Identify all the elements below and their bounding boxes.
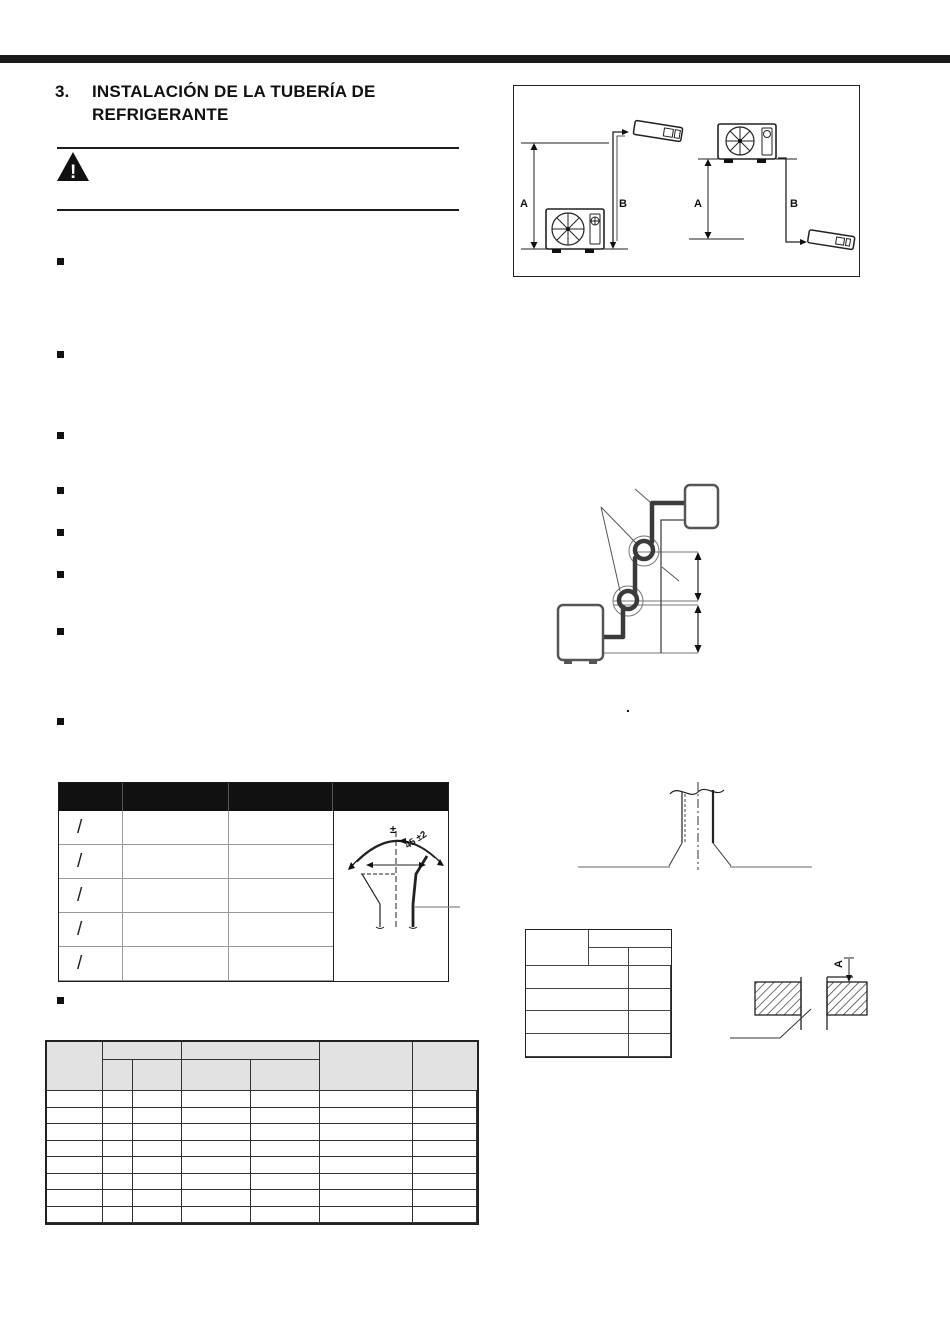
spec-table (45, 1040, 479, 1225)
spec-table-cell (320, 1141, 413, 1158)
spec-table-cell (320, 1207, 413, 1224)
spec-table-cell (47, 1124, 103, 1141)
spec-table-cell (133, 1174, 182, 1191)
flare-row-mark: / (59, 947, 123, 981)
detail-table-cell (629, 966, 671, 989)
spec-header-group (103, 1042, 182, 1060)
flare-row-mark: / (59, 811, 123, 845)
detail-table-cell (629, 1011, 671, 1034)
detail-table-cell (526, 966, 589, 989)
spec-table-cell (320, 1190, 413, 1207)
spec-table-cell (133, 1141, 182, 1158)
spec-table-cell (103, 1124, 133, 1141)
spec-table-cell (103, 1190, 133, 1207)
spec-table-cell (47, 1157, 103, 1174)
flare-dimension-table (58, 782, 449, 982)
detail-table-cell (589, 966, 629, 989)
flare-angle-label: 45 ±2 (403, 829, 429, 852)
spec-table-cell (47, 1207, 103, 1224)
section-title (55, 80, 459, 126)
spec-table-cell (251, 1091, 320, 1108)
spec-table-cell (103, 1174, 133, 1191)
flare-cell (123, 879, 229, 913)
flare-cell (123, 811, 229, 845)
height-diagram-drawing (514, 86, 859, 276)
divider (57, 209, 459, 211)
warning-triangle-icon (56, 151, 90, 183)
detail-header-cell (526, 930, 589, 966)
spec-table-cell (133, 1091, 182, 1108)
spec-table-cell (251, 1174, 320, 1191)
svg-text:!: ! (70, 162, 77, 183)
flare-cell (229, 845, 333, 879)
dim-label-b-right: B (790, 198, 798, 210)
pipe-flaring-diagram (560, 770, 820, 875)
spec-header-cell (320, 1042, 413, 1091)
bullet-marker (57, 529, 64, 536)
flare-table-body (59, 811, 448, 981)
detail-header-cell (589, 930, 671, 948)
detail-subheader-cell (589, 948, 629, 966)
flare-header-cell (333, 783, 448, 811)
spec-table-cell (47, 1091, 103, 1108)
spec-table-cell (413, 1157, 477, 1174)
spec-table-cell (413, 1174, 477, 1191)
detail-table-cell (589, 1011, 629, 1034)
spec-table-cell (320, 1157, 413, 1174)
section-number: 3. (55, 82, 70, 101)
spec-header-cell (47, 1042, 103, 1091)
spec-table-cell (47, 1141, 103, 1158)
spec-table-cell (413, 1124, 477, 1141)
flare-cell (123, 947, 229, 981)
bullet-marker (57, 351, 64, 358)
flare-cell (229, 879, 333, 913)
flare-figure-cell (333, 811, 448, 981)
bullet-marker (57, 487, 64, 494)
bullet-marker (57, 432, 64, 439)
bullet-marker (57, 718, 64, 725)
spec-table-cell (413, 1108, 477, 1125)
spec-table-cell (320, 1108, 413, 1125)
spec-table-cell (320, 1124, 413, 1141)
detail-table-cell (589, 1034, 629, 1057)
oil-trap-diagram (540, 470, 740, 720)
spec-table-cell (103, 1157, 133, 1174)
spec-table-cell (133, 1157, 182, 1174)
spec-table-cell (47, 1108, 103, 1125)
spec-table-cell (251, 1141, 320, 1158)
spec-subheader-cell (182, 1060, 251, 1091)
detail-table-cell (589, 989, 629, 1011)
height-difference-diagram (513, 85, 860, 277)
flare-row-mark: / (59, 913, 123, 947)
flare-cell (229, 947, 333, 981)
flare-cell (123, 845, 229, 879)
pipe-flaring-drawing (560, 770, 820, 875)
spec-table-cell (413, 1091, 477, 1108)
flare-row-mark: / (59, 879, 123, 913)
spec-table-cell (251, 1207, 320, 1224)
spec-table-cell (320, 1174, 413, 1191)
spec-table-cell (182, 1091, 251, 1108)
spec-table-cell (47, 1174, 103, 1191)
spec-table-cell (133, 1108, 182, 1125)
detail-subheader-cell (629, 948, 671, 966)
detail-table-cell (526, 989, 589, 1011)
page-top-rule (0, 55, 950, 63)
bullet-marker (57, 628, 64, 635)
spec-subheader-cell (103, 1060, 133, 1091)
oil-trap-drawing (540, 470, 740, 720)
wall-dim-label: A (833, 960, 845, 968)
flare-header-cell (123, 783, 229, 811)
detail-table-cell (629, 989, 671, 1011)
flare-cell (123, 913, 229, 947)
spec-table-cell (103, 1108, 133, 1125)
bullet-marker (57, 571, 64, 578)
spec-table-cell (47, 1190, 103, 1207)
spec-table-cell (413, 1190, 477, 1207)
wall-penetration-diagram (726, 945, 876, 1050)
flare-cell (229, 913, 333, 947)
spec-table-cell (103, 1141, 133, 1158)
spec-table-cell (133, 1124, 182, 1141)
spec-subheader-cell (251, 1060, 320, 1091)
detail-table-cell (629, 1034, 671, 1057)
spec-table-cell (182, 1174, 251, 1191)
flare-tolerance-label: ± (390, 824, 397, 836)
spec-table-cell (103, 1091, 133, 1108)
dim-label-a-left: A (520, 198, 528, 210)
spec-table-cell (182, 1108, 251, 1125)
divider (57, 147, 459, 149)
spec-table-cell (182, 1207, 251, 1224)
dim-label-a-right: A (694, 198, 702, 210)
bullet-marker (57, 258, 64, 265)
flare-cell (229, 811, 333, 845)
spec-header-cell (413, 1042, 477, 1091)
flare-header-cell (229, 783, 333, 811)
pipe-detail-table (525, 929, 672, 1058)
flare-row-mark: / (59, 845, 123, 879)
spec-table-cell (413, 1207, 477, 1224)
flare-figure (334, 811, 449, 981)
spec-table-cell (182, 1157, 251, 1174)
spec-table-cell (182, 1124, 251, 1141)
spec-table-cell (251, 1190, 320, 1207)
spec-table-cell (133, 1207, 182, 1224)
spec-table-cell (182, 1141, 251, 1158)
spec-table-cell (251, 1157, 320, 1174)
spec-table-cell (133, 1190, 182, 1207)
spec-table-cell (182, 1190, 251, 1207)
bullet-marker (57, 997, 64, 1004)
caption-dot: . (626, 699, 630, 715)
detail-table-cell (526, 1011, 589, 1034)
spec-table-cell (251, 1124, 320, 1141)
spec-table-cell (103, 1207, 133, 1224)
spec-subheader-cell (133, 1060, 182, 1091)
page-title: INSTALACIÓN DE LA TUBERÍA DE REFRIGERANTE (92, 82, 376, 124)
dim-label-b-left: B (619, 198, 627, 210)
flare-header-cell (59, 783, 123, 811)
spec-table-cell (251, 1108, 320, 1125)
wall-penetration-drawing (726, 945, 876, 1050)
spec-table-cell (413, 1141, 477, 1158)
spec-header-group (182, 1042, 320, 1060)
detail-table-cell (526, 1034, 589, 1057)
spec-table-cell (320, 1091, 413, 1108)
flare-table-header (59, 783, 448, 811)
